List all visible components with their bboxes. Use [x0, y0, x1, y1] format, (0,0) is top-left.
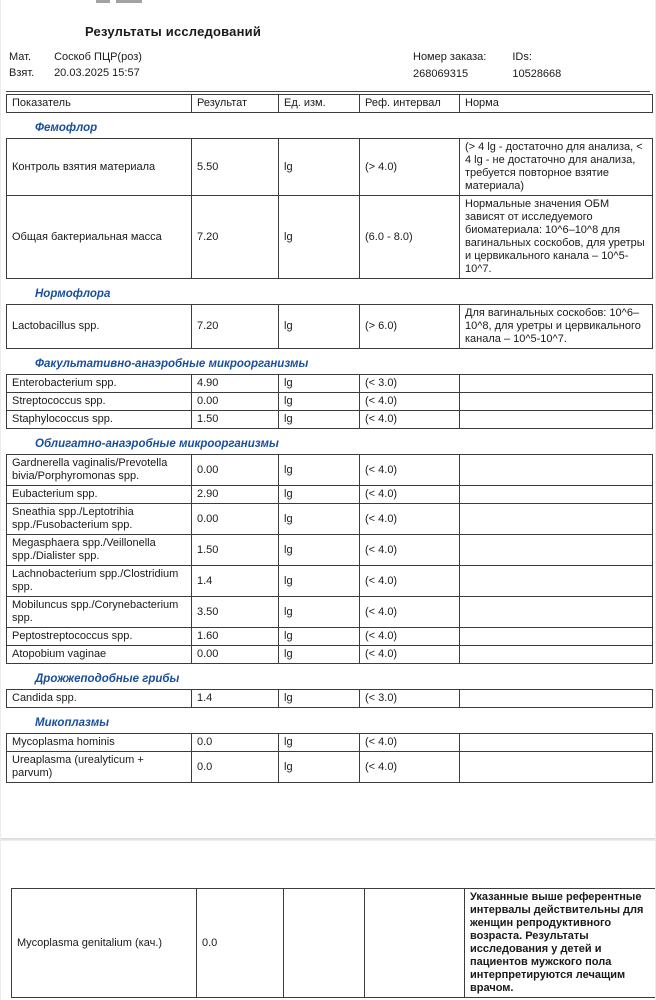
- table-row: [7, 566, 653, 597]
- cell-name: Lactobacillus spp.: [7, 305, 192, 349]
- cell-name: Контроль взятия материала: [7, 139, 192, 196]
- cell-ref: (< 4.0): [360, 455, 460, 486]
- page-title: Результаты исследований: [85, 24, 262, 39]
- cell-norm: [460, 393, 653, 411]
- cell-ref: (< 4.0): [360, 597, 460, 628]
- cell-unit: lg: [279, 139, 360, 196]
- cell-unit: lg: [279, 535, 360, 566]
- cell-name: Eubacterium spp.: [7, 486, 192, 504]
- material-label: Мат.: [9, 51, 32, 63]
- cell-ref: (< 4.0): [360, 535, 460, 566]
- cell-norm: [460, 734, 653, 752]
- table-row: [7, 646, 653, 664]
- cell-ref: (< 4.0): [360, 646, 460, 664]
- section-table: [6, 374, 653, 429]
- continuation-table: [11, 888, 656, 998]
- cell-result: 7.20: [192, 196, 279, 279]
- table-row: [7, 196, 653, 279]
- cell-norm: [460, 752, 653, 783]
- material-value: Соскоб ПЦР(роз): [54, 51, 142, 63]
- ids-value: 10528668: [512, 68, 562, 80]
- meta-right: [413, 51, 561, 80]
- cell-unit: lg: [279, 646, 360, 664]
- cell-result: 0.00: [192, 455, 279, 486]
- cell-result: 0.00: [192, 646, 279, 664]
- cell-norm: [460, 535, 653, 566]
- cell-unit: lg: [279, 305, 360, 349]
- table-row: [7, 752, 653, 783]
- cell-name: Atopobium vaginae: [7, 646, 192, 664]
- meta-block: [1, 51, 655, 87]
- section-table: [6, 689, 653, 708]
- section-title: Нормофлора: [35, 288, 111, 300]
- section-title: Облигатно-анаэробные микроорганизмы: [35, 438, 279, 450]
- ids-label: IDs:: [512, 51, 532, 63]
- cell-name: Lachnobacterium spp./Clostridium spp.: [7, 566, 192, 597]
- cell-norm: [460, 411, 653, 429]
- cell-ref: (< 4.0): [360, 486, 460, 504]
- cell-unit: lg: [279, 455, 360, 486]
- cell-unit: lg: [279, 196, 360, 279]
- table-row: [7, 734, 653, 752]
- cell-norm: [460, 690, 653, 708]
- cell-unit: lg: [279, 752, 360, 783]
- cell-unit: lg: [279, 566, 360, 597]
- cell-unit: [284, 889, 365, 998]
- cell-norm: (> 4 lg - достаточно для анализа, < 4 lg - не достаточно для анализа, требуется повторное взятие материала): [460, 139, 653, 196]
- cell-result: 1.4: [192, 690, 279, 708]
- cell-name: Streptococcus spp.: [7, 393, 192, 411]
- cell-result: 0.00: [192, 393, 279, 411]
- column-header-unit: Ед. изм.: [279, 95, 360, 113]
- cell-name: Общая бактериальная масса: [7, 196, 192, 279]
- column-header-ref-interval: Реф. интервал: [360, 95, 460, 113]
- cell-name: Sneathia spp./Leptotrihia spp./Fusobacterium spp.: [7, 504, 192, 535]
- cell-result: 1.50: [192, 535, 279, 566]
- cell-result: 1.4: [192, 566, 279, 597]
- section-table: [6, 454, 653, 664]
- cell-unit: lg: [279, 734, 360, 752]
- table-row: [7, 535, 653, 566]
- cell-ref: (> 6.0): [360, 305, 460, 349]
- table-row: [7, 597, 653, 628]
- cell-norm: [460, 566, 653, 597]
- cell-ref: (< 4.0): [360, 504, 460, 535]
- section-table: [6, 138, 653, 279]
- cell-result: 1.50: [192, 411, 279, 429]
- cell-norm: Нормальные значения ОБМ зависят от исследуемого биоматериала: 10^6–10^8 для вагинальных соскобов, для уретры и цервикального канала – 10^5-10^7.: [460, 196, 653, 279]
- section-title: Микоплазмы: [35, 717, 110, 729]
- section-table: [6, 733, 653, 783]
- section-title: Фемофлор: [35, 122, 98, 134]
- table-row: [7, 504, 653, 535]
- column-header-indicator: Показатель: [7, 95, 192, 113]
- column-header-norm: Норма: [460, 95, 653, 113]
- cell-name: Mobiluncus spp./Corynebacterium spp.: [7, 597, 192, 628]
- order-number-value: 268069315: [413, 68, 469, 80]
- cell-ref: (6.0 - 8.0): [360, 196, 460, 279]
- cell-result: 1.60: [192, 628, 279, 646]
- cell-norm: [460, 628, 653, 646]
- table-row: [7, 393, 653, 411]
- table-row: [12, 889, 656, 998]
- page-break-separator: [1, 838, 656, 841]
- table-row: [7, 139, 653, 196]
- section-title: Факультативно-анаэробные микроорганизмы: [35, 358, 309, 370]
- cell-norm: [460, 486, 653, 504]
- table-row: [7, 690, 653, 708]
- table-row: [7, 411, 653, 429]
- header-divider: [6, 91, 650, 92]
- cell-name: Candida spp.: [7, 690, 192, 708]
- cell-ref: (< 3.0): [360, 690, 460, 708]
- cell-name: Enterobacterium spp.: [7, 375, 192, 393]
- cell-name: Ureaplasma (urealyticum + parvum): [7, 752, 192, 783]
- cell-result: 0.00: [192, 504, 279, 535]
- column-header-row: [7, 95, 653, 113]
- table-row: [7, 305, 653, 349]
- cell-ref: (< 4.0): [360, 393, 460, 411]
- taken-label: Взят.: [9, 67, 35, 79]
- cell-result: 0.0: [197, 889, 284, 998]
- cell-name: Mycoplasma hominis: [7, 734, 192, 752]
- order-number-label: Номер заказа:: [413, 51, 487, 63]
- cell-norm: [460, 455, 653, 486]
- cell-ref: (< 4.0): [360, 752, 460, 783]
- column-header-result: Результат: [192, 95, 279, 113]
- section-table: [6, 304, 653, 349]
- cell-ref: (< 3.0): [360, 375, 460, 393]
- cell-unit: lg: [279, 411, 360, 429]
- cell-unit: lg: [279, 628, 360, 646]
- section-title: Дрожжеподобные грибы: [35, 673, 180, 685]
- cell-result: 2.90: [192, 486, 279, 504]
- table-row: [7, 628, 653, 646]
- cell-ref: (< 4.0): [360, 411, 460, 429]
- results-header-table: [6, 94, 653, 113]
- cell-norm: [460, 597, 653, 628]
- cell-ref: (< 4.0): [360, 628, 460, 646]
- cell-name: Megasphaera spp./Veillonella spp./Dialister spp.: [7, 535, 192, 566]
- cell-norm: [460, 375, 653, 393]
- table-row: [7, 455, 653, 486]
- cell-name: Peptostreptococcus spp.: [7, 628, 192, 646]
- taken-value: 20.03.2025 15:57: [54, 67, 140, 79]
- results-sections: [1, 122, 655, 783]
- cell-result: 4.90: [192, 375, 279, 393]
- cell-ref: (> 4.0): [360, 139, 460, 196]
- cell-unit: lg: [279, 690, 360, 708]
- cell-norm: Указанные выше референтные интервалы действительны для женщин репродуктивного возраста. Результаты исследования у детей и пациентов мужского пола интерпретируются лечащим врачом.: [465, 889, 656, 998]
- table-row: [7, 486, 653, 504]
- cell-result: 0.0: [192, 734, 279, 752]
- cell-unit: lg: [279, 504, 360, 535]
- cell-name: Mycoplasma genitalium (кач.): [12, 889, 197, 998]
- cell-unit: lg: [279, 393, 360, 411]
- cell-result: 5.50: [192, 139, 279, 196]
- cell-norm: [460, 646, 653, 664]
- cell-unit: lg: [279, 597, 360, 628]
- cut-off-header-artifact: [96, 0, 142, 3]
- cell-ref: (< 4.0): [360, 734, 460, 752]
- cell-unit: lg: [279, 375, 360, 393]
- cell-ref: (< 4.0): [360, 566, 460, 597]
- cell-name: Staphylococcus spp.: [7, 411, 192, 429]
- cell-ref: [365, 889, 465, 998]
- cell-name: Gardnerella vaginalis/Prevotella bivia/Porphyromonas spp.: [7, 455, 192, 486]
- table-row: [7, 375, 653, 393]
- cell-result: 7.20: [192, 305, 279, 349]
- cell-unit: lg: [279, 486, 360, 504]
- cell-norm: [460, 504, 653, 535]
- cell-norm: Для вагинальных соскобов: 10^6–10^8, для уретры и цервикального канала – 10^5-10^7.: [460, 305, 653, 349]
- cell-result: 0.0: [192, 752, 279, 783]
- cell-result: 3.50: [192, 597, 279, 628]
